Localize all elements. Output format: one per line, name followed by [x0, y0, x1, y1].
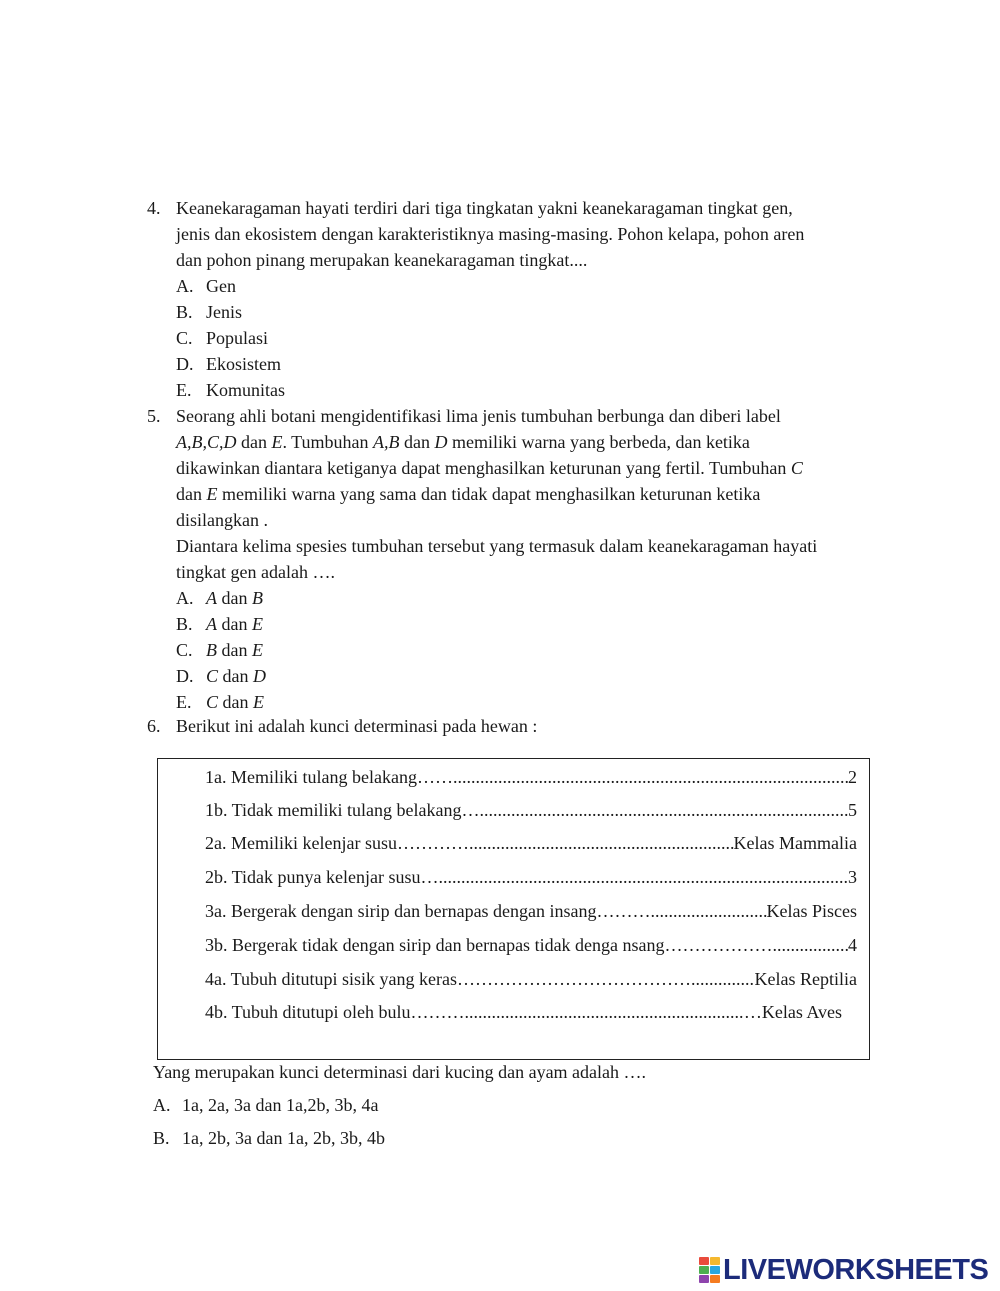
- question-6-number: 6.: [147, 716, 161, 736]
- italic-label: C: [206, 692, 219, 712]
- text-span: dan: [217, 588, 252, 608]
- key-dots: [465, 999, 744, 1025]
- italic-label: E: [252, 640, 263, 660]
- italic-label: A,B: [373, 432, 400, 452]
- q5-option-c-text[interactable]: [206, 637, 263, 663]
- text-span: dikawinkan diantara ketiganya dapat menghasilkan keturunan yang fertil. Tumbuhan: [176, 458, 791, 478]
- key-dots: [469, 830, 734, 856]
- question-5-text-line: Seorang ahli botani mengidentifikasi lima jenis tumbuhan berbunga dan diberi label: [176, 406, 781, 426]
- logo-tile: [699, 1266, 709, 1274]
- q6-option-a-text[interactable]: 1a, 2a, 3a dan 1a,2b, 3b, 4a: [182, 1095, 379, 1115]
- q4-option-e-text[interactable]: Komunitas: [206, 380, 285, 400]
- q5-option-d-text[interactable]: [206, 663, 266, 689]
- q4-option-a-text[interactable]: Gen: [206, 276, 236, 296]
- text-span: dan: [217, 614, 252, 634]
- key-text: 1b. Tidak memiliki tulang belakang…: [205, 800, 480, 820]
- italic-label: B: [206, 640, 217, 660]
- key-dots: [773, 932, 848, 958]
- q4-option-d-text[interactable]: Ekosistem: [206, 354, 281, 374]
- q5-option-e-text[interactable]: [206, 689, 264, 715]
- q5-option-e-letter[interactable]: E.: [176, 692, 192, 712]
- q6-option-a-letter[interactable]: A.: [153, 1095, 171, 1115]
- logo-tile: [710, 1257, 720, 1265]
- q4-option-b-text[interactable]: Jenis: [206, 302, 242, 322]
- q5-option-d-letter[interactable]: D.: [176, 666, 194, 686]
- key-text: 2a. Memiliki kelenjar susu…………: [205, 833, 469, 853]
- key-result: Kelas Reptilia: [754, 969, 857, 989]
- determination-key-row: [205, 999, 842, 1025]
- question-4-text-line: dan pohon pinang merupakan keanekaragaman tingkat....: [176, 250, 588, 270]
- key-dots: [439, 864, 849, 890]
- key-result: 3: [848, 867, 857, 887]
- determination-key-row: [205, 932, 857, 958]
- q4-option-c-text[interactable]: Populasi: [206, 328, 269, 348]
- italic-label: C: [790, 458, 803, 478]
- italic-label: E: [206, 484, 218, 504]
- text-span: dan: [217, 640, 252, 660]
- q6-option-b-letter[interactable]: B.: [153, 1128, 170, 1148]
- logo-tile: [699, 1275, 709, 1283]
- logo-tile: [710, 1266, 720, 1274]
- determination-key-row: [205, 764, 857, 790]
- key-text: 4b. Tubuh ditutupi oleh bulu………: [205, 1002, 465, 1022]
- text-span: . Tumbuhan: [282, 432, 374, 452]
- question-5-text-line: tingkat gen adalah ….: [176, 562, 335, 582]
- q5-option-b-letter[interactable]: B.: [176, 614, 193, 634]
- question-5-text-line: disilangkan .: [176, 510, 268, 530]
- key-text: 4a. Tubuh ditutupi sisik yang keras…………………………………: [205, 969, 692, 989]
- q5-option-a-text[interactable]: [206, 585, 263, 611]
- q5-option-b-text[interactable]: [206, 611, 263, 637]
- question-5-text-line: Diantara kelima spesies tumbuhan tersebut yang termasuk dalam keanekaragaman hayati: [176, 536, 818, 556]
- key-result: Kelas Pisces: [766, 901, 857, 921]
- question-5-text-line: [176, 455, 803, 481]
- determination-key-row: [205, 830, 857, 856]
- question-5-text-line: [176, 429, 750, 455]
- q6-option-b-text[interactable]: 1a, 2b, 3a dan 1a, 2b, 3b, 4b: [182, 1128, 385, 1148]
- italic-label: E: [252, 614, 263, 634]
- key-text: 2b. Tidak punya kelenjar susu…: [205, 867, 439, 887]
- key-text: 3a. Bergerak dengan sirip dan bernapas dengan insang………: [205, 901, 651, 921]
- text-span: dan: [236, 432, 272, 452]
- text-span: dan: [218, 692, 254, 712]
- q4-option-b-letter[interactable]: B.: [176, 302, 193, 322]
- key-dots: [453, 764, 848, 790]
- key-text: 3b. Bergerak tidak dengan sirip dan bernapas tidak denga nsang………………: [205, 935, 773, 955]
- key-result: 4: [848, 935, 857, 955]
- key-result: Kelas Mammalia: [733, 833, 857, 853]
- text-span: memiliki warna yang berbeda, dan ketika: [447, 432, 750, 452]
- q4-option-c-letter[interactable]: C.: [176, 328, 193, 348]
- italic-label: E: [271, 432, 283, 452]
- question-4-text-line: Keanekaragaman hayati terdiri dari tiga tingkatan yakni keanekaragaman tingkat gen,: [176, 198, 793, 218]
- italic-label: E: [253, 692, 265, 712]
- q5-option-c-letter[interactable]: C.: [176, 640, 193, 660]
- key-result: 5: [848, 800, 857, 820]
- liveworksheets-logo[interactable]: [699, 1255, 988, 1285]
- determination-key-row: [205, 797, 857, 823]
- text-span: memiliki warna yang sama dan tidak dapat menghasilkan keturunan ketika: [217, 484, 761, 504]
- question-6-prompt: Yang merupakan kunci determinasi dari kucing dan ayam adalah ….: [153, 1062, 647, 1082]
- determination-key-row: [205, 966, 857, 992]
- q4-option-d-letter[interactable]: D.: [176, 354, 194, 374]
- key-result: 2: [848, 767, 857, 787]
- italic-label: A,B,C,D: [176, 432, 237, 452]
- key-result: …Kelas Aves: [743, 1002, 842, 1022]
- key-dots: [479, 797, 848, 823]
- italic-label: B: [252, 588, 263, 608]
- question-4-number: 4.: [147, 198, 161, 218]
- q5-option-a-letter[interactable]: A.: [176, 588, 194, 608]
- logo-tile: [710, 1275, 720, 1283]
- q4-option-a-letter[interactable]: A.: [176, 276, 194, 296]
- italic-label: C: [206, 666, 219, 686]
- logo-text: LIVEWORKSHEETS: [723, 1253, 989, 1286]
- italic-label: A: [206, 588, 217, 608]
- key-text: 1a. Memiliki tulang belakang……: [205, 767, 453, 787]
- italic-label: D: [434, 432, 448, 452]
- italic-label: D: [253, 666, 267, 686]
- determination-key-row: [205, 864, 857, 890]
- logo-tile: [699, 1257, 709, 1265]
- key-dots: [691, 966, 755, 992]
- italic-label: A: [206, 614, 217, 634]
- q4-option-e-letter[interactable]: E.: [176, 380, 192, 400]
- text-span: dan: [218, 666, 254, 686]
- text-span: dan: [399, 432, 435, 452]
- question-6-intro: Berikut ini adalah kunci determinasi pada hewan :: [176, 716, 538, 736]
- text-span: dan: [176, 484, 207, 504]
- question-5-number: 5.: [147, 406, 161, 426]
- logo-tiles-icon: [699, 1257, 720, 1283]
- question-4-text-line: jenis dan ekosistem dengan karakteristiknya masing-masing. Pohon kelapa, pohon aren: [176, 224, 805, 244]
- key-dots: [651, 898, 767, 924]
- determination-key-row: [205, 898, 857, 924]
- question-5-text-line: [176, 481, 760, 507]
